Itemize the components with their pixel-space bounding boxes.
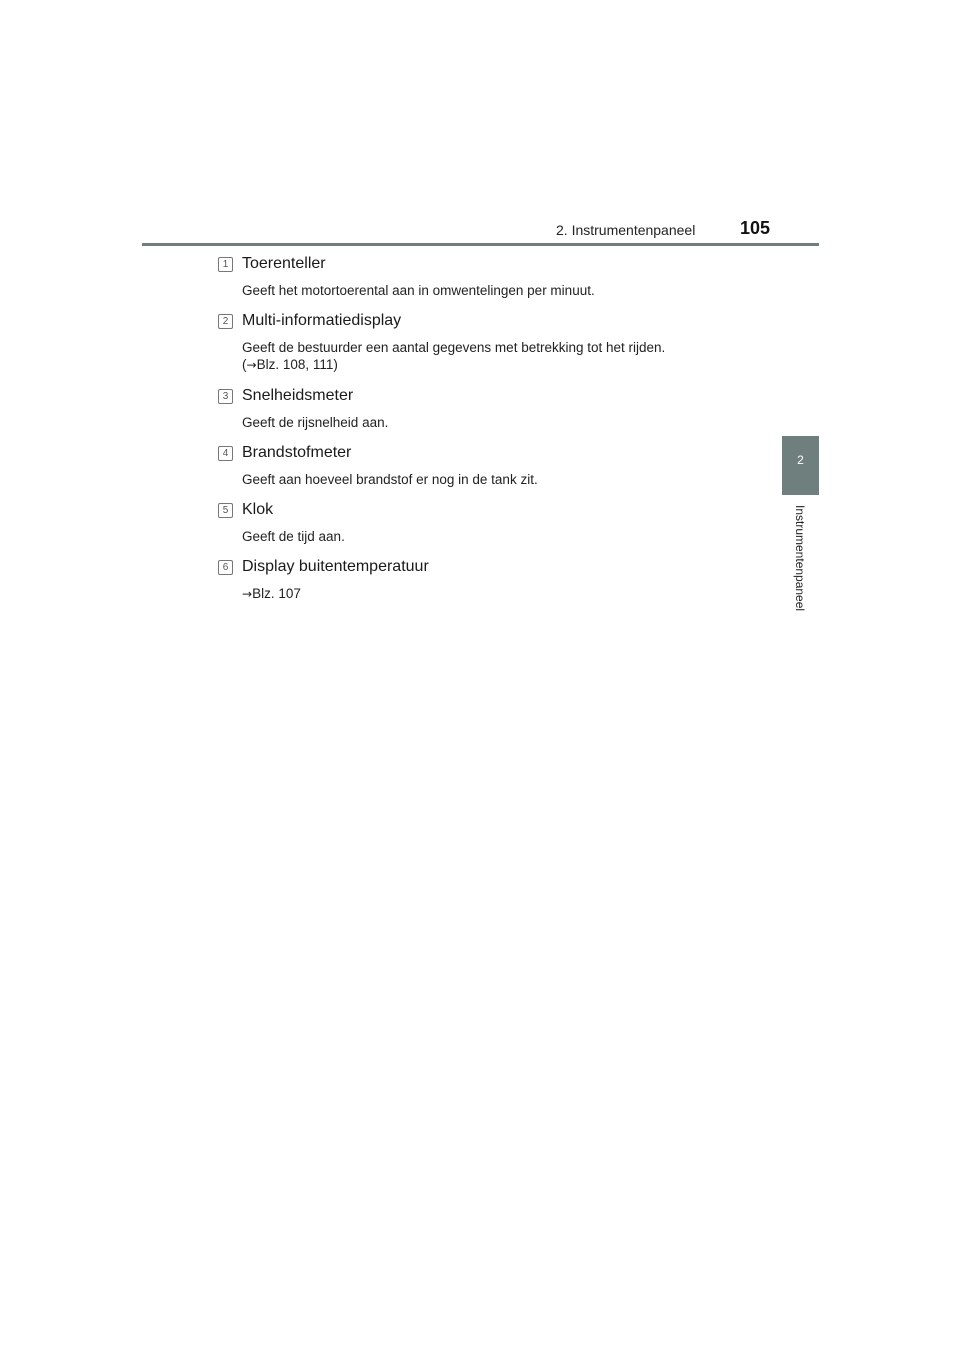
item-number-badge: 1 [218, 257, 233, 272]
list-item [218, 311, 758, 374]
chapter-tab[interactable] [782, 436, 819, 495]
item-description-text: Geeft de bestuurder een aantal gegevens met betrekking tot het rijden. [242, 340, 666, 355]
item-list [218, 254, 758, 615]
item-description: Geeft de rijsnelheid aan. [242, 415, 389, 430]
item-title: Display buitentemperatuur [242, 558, 429, 575]
page-header [0, 0, 960, 250]
arrow-right-icon: → [246, 358, 257, 372]
header-rule [142, 243, 819, 246]
item-number-badge: 2 [218, 314, 233, 329]
item-title: Snelheidsmeter [242, 387, 354, 404]
item-description: Geeft aan hoeveel brandstof er nog in de tank zit. [242, 472, 538, 487]
list-item [218, 443, 758, 488]
list-item [218, 500, 758, 545]
item-description: Geeft de tijd aan. [242, 529, 345, 544]
item-description [242, 339, 758, 374]
page-reference-text: Blz. 107 [252, 586, 301, 601]
page-reference-text: Blz. 108, 111) [256, 357, 338, 372]
item-number-badge: 6 [218, 560, 233, 575]
item-description: Geeft het motortoerental aan in omwentelingen per minuut. [242, 283, 595, 298]
arrow-right-icon: → [242, 587, 253, 601]
page-reference[interactable] [242, 356, 758, 374]
section-title: 2. Instrumentenpaneel [556, 222, 696, 238]
item-title: Toerenteller [242, 255, 326, 272]
item-title: Multi-informatiedisplay [242, 312, 402, 329]
item-number-badge: 5 [218, 503, 233, 518]
item-number-badge: 4 [218, 446, 233, 461]
item-title: Brandstofmeter [242, 444, 352, 461]
page-number: 105 [740, 218, 771, 238]
ref-open-paren: ( [242, 357, 247, 372]
list-item [218, 386, 758, 431]
item-title: Klok [242, 501, 274, 518]
page-reference[interactable] [242, 585, 758, 603]
list-item [218, 557, 758, 603]
chapter-number: 2 [797, 453, 804, 467]
list-item [218, 254, 758, 299]
item-number-badge: 3 [218, 389, 233, 404]
chapter-label: Instrumentenpaneel [793, 505, 807, 612]
